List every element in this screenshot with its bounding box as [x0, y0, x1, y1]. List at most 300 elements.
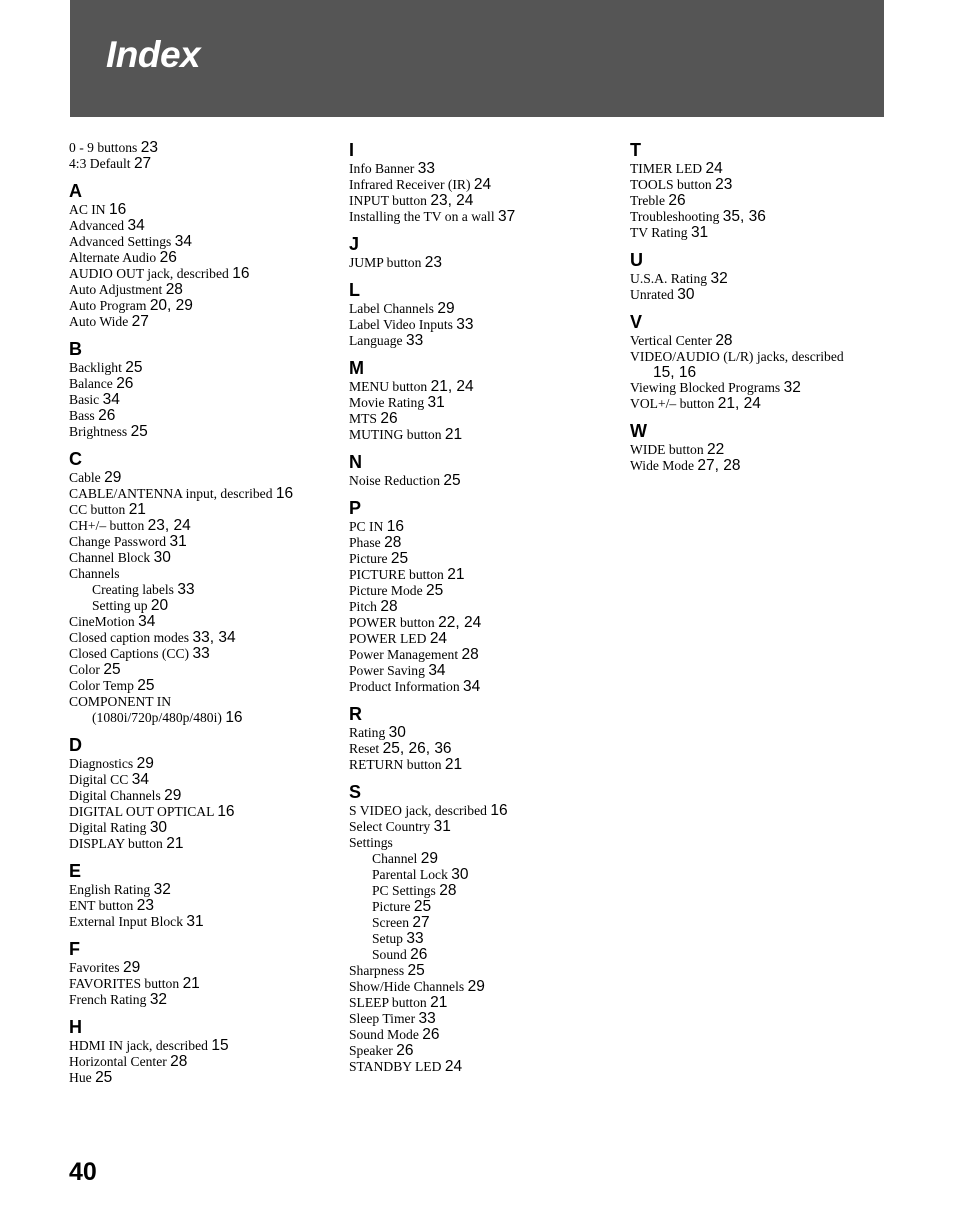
entry-page-ref: 33 [177, 581, 195, 598]
index-entry [349, 161, 624, 177]
entry-term: Advanced [69, 218, 125, 233]
index-entry [69, 694, 339, 710]
index-entry [69, 518, 339, 534]
index-section [349, 452, 624, 489]
entry-term: Sharpness [349, 963, 405, 978]
entry-page-ref: 21 [444, 756, 463, 773]
entry-term: PC Settings [372, 883, 436, 898]
entry-term: Noise Reduction [349, 473, 440, 488]
entry-page-ref: 26 [396, 1042, 414, 1059]
index-entry [69, 266, 339, 282]
entry-page-ref: 34 [463, 678, 481, 695]
index-entry [630, 161, 890, 177]
index-entry [630, 193, 890, 209]
entry-term: TIMER LED [630, 161, 703, 176]
entry-page-ref: 25 [443, 472, 461, 489]
entry-page-ref: 34 [174, 233, 192, 250]
entry-term: Auto Wide [69, 314, 129, 329]
entry-page-ref: 29 [420, 850, 438, 867]
entry-page-ref: 20, 29 [149, 297, 193, 314]
index-entry [630, 380, 890, 396]
entry-page-ref: 27 [133, 155, 152, 172]
entry-term: Reset [349, 741, 380, 756]
index-section [69, 140, 339, 172]
index-entry [69, 218, 339, 234]
section-letter: P [349, 498, 362, 518]
entry-term: Troubleshooting [630, 209, 720, 224]
entry-term: Brightness [69, 424, 128, 439]
entry-term: Channels [69, 566, 120, 581]
index-entry [349, 427, 624, 443]
entry-term: Infrared Receiver (IR) [349, 177, 471, 192]
entry-page-ref: 22, 24 [438, 614, 482, 631]
index-entry [69, 156, 339, 172]
index-section [349, 498, 624, 695]
entry-term: Setting up [92, 598, 148, 613]
index-entry [69, 836, 339, 852]
entry-page-ref: 23 [140, 139, 159, 156]
index-column-3 [630, 140, 890, 474]
entry-page-ref: 33 [418, 1010, 436, 1027]
entry-term: Advanced Settings [69, 234, 172, 249]
index-section [630, 250, 890, 303]
index-subentry [349, 915, 624, 931]
section-letter: N [349, 452, 362, 472]
entry-page-ref: 25, 26, 36 [382, 740, 452, 757]
index-entry [69, 914, 339, 930]
entry-page-ref: 15 [211, 1037, 229, 1054]
index-entry [349, 333, 624, 349]
index-section [69, 1017, 339, 1086]
entry-page-ref: 21, 24 [717, 395, 761, 412]
entry-term: Channel [372, 851, 418, 866]
entry-term: AUDIO OUT jack, described [69, 266, 229, 281]
entry-term: VOL+/– button [630, 396, 715, 411]
index-section [69, 861, 339, 930]
entry-term: Auto Adjustment [69, 282, 163, 297]
entry-term: Digital Rating [69, 820, 147, 835]
section-letter: I [349, 140, 355, 160]
index-entry [349, 583, 624, 599]
entry-term: Auto Program [69, 298, 147, 313]
entry-term: STANDBY LED [349, 1059, 442, 1074]
entry-term: SLEEP button [349, 995, 427, 1010]
index-entry [69, 314, 339, 330]
entry-page-ref: 28 [165, 281, 183, 298]
entry-term: INPUT button [349, 193, 427, 208]
entry-page-ref: 26 [668, 192, 686, 209]
entry-page-ref: 25 [426, 582, 444, 599]
index-section [69, 339, 339, 440]
index-entry [349, 1059, 624, 1075]
entry-page-ref: 34 [102, 391, 120, 408]
entry-page-ref: 16 [232, 265, 250, 282]
entry-term: Picture Mode [349, 583, 423, 598]
entry-term: Cable [69, 470, 101, 485]
section-letter: H [69, 1017, 82, 1037]
index-subentry [349, 867, 624, 883]
entry-page-ref: 21 [166, 835, 184, 852]
entry-term: Vertical Center [630, 333, 712, 348]
entry-page-ref: 21 [430, 994, 448, 1011]
entry-term: Rating [349, 725, 386, 740]
entry-term: Info Banner [349, 161, 415, 176]
entry-term: Basic [69, 392, 100, 407]
entry-page-ref: 25 [130, 423, 148, 440]
index-entry [349, 1043, 624, 1059]
index-section [630, 421, 890, 474]
entry-term: Parental Lock [372, 867, 448, 882]
entry-page-ref: 33, 34 [192, 629, 236, 646]
entry-page-ref: 26 [380, 410, 398, 427]
entry-page-ref: 30 [149, 819, 168, 836]
entry-page-ref: 21 [128, 501, 146, 518]
entry-page-ref: 24 [473, 176, 492, 193]
section-letter: W [630, 421, 647, 441]
index-entry [69, 756, 339, 772]
entry-term: POWER button [349, 615, 435, 630]
entry-term: Show/Hide Channels [349, 979, 465, 994]
entry-page-ref: 29 [437, 300, 455, 317]
entry-page-ref: 30 [388, 724, 406, 741]
entry-term: English Rating [69, 882, 151, 897]
index-section [69, 449, 339, 726]
index-entry [349, 741, 624, 757]
entry-term: DIGITAL OUT OPTICAL [69, 804, 214, 819]
index-entry [69, 882, 339, 898]
index-entry [630, 209, 890, 225]
index-subentry [349, 899, 624, 915]
section-letter: T [630, 140, 641, 160]
section-letter: V [630, 312, 643, 332]
section-letter: S [349, 782, 362, 802]
section-letter: J [349, 234, 360, 254]
index-entry [69, 486, 339, 502]
section-letter: A [69, 181, 82, 201]
entry-page-ref: 28 [170, 1053, 188, 1070]
entry-page-ref: 34 [131, 771, 149, 788]
entry-page-ref: 31 [433, 818, 451, 835]
index-entry [349, 317, 624, 333]
index-entry [630, 349, 890, 380]
entry-term: Hue [69, 1070, 92, 1085]
entry-term: Wide Mode [630, 458, 695, 473]
entry-page-ref: 29 [104, 469, 122, 486]
entry-page-ref: 25 [137, 677, 155, 694]
entry-term: External Input Block [69, 914, 184, 929]
entry-page-ref: 32 [153, 881, 171, 898]
index-section [630, 140, 890, 241]
entry-term: Product Information [349, 679, 460, 694]
entry-term: Select Country [349, 819, 431, 834]
entry-page-ref: 24 [444, 1058, 463, 1075]
entry-term: DISPLAY button [69, 836, 163, 851]
entry-page-ref: 24 [429, 630, 448, 647]
index-subentry [69, 710, 339, 726]
entry-page-ref: 23 [136, 897, 154, 914]
index-entry [69, 298, 339, 314]
entry-page-ref: 22 [707, 441, 725, 458]
index-entry [69, 1070, 339, 1086]
entry-page-ref: 21, 24 [430, 378, 474, 395]
index-subentry [69, 598, 339, 614]
index-column-2 [349, 140, 624, 1075]
section-letter: R [349, 704, 362, 724]
entry-page-ref: 26 [422, 1026, 440, 1043]
entry-page-ref: 28 [715, 332, 733, 349]
entry-term: JUMP button [349, 255, 422, 270]
entry-term: Sound Mode [349, 1027, 419, 1042]
entry-page-ref: 31 [427, 394, 445, 411]
index-entry [69, 614, 339, 630]
entry-page-ref: 15, 16 [653, 364, 697, 381]
section-letter: M [349, 358, 364, 378]
entry-term: Closed Captions (CC) [69, 646, 190, 661]
index-entry [69, 992, 339, 1008]
entry-term: Picture [372, 899, 411, 914]
entry-term: Power Saving [349, 663, 425, 678]
entry-page-ref: 29 [136, 755, 154, 772]
entry-term: CC button [69, 502, 126, 517]
index-entry [69, 820, 339, 836]
entry-term: TOOLS button [630, 177, 712, 192]
entry-page-ref: 29 [467, 978, 485, 995]
entry-term: Favorites [69, 960, 120, 975]
index-entry [69, 646, 339, 662]
entry-term: TV Rating [630, 225, 688, 240]
index-entry [349, 193, 624, 209]
entry-page-ref: 25 [407, 962, 425, 979]
index-entry [630, 333, 890, 349]
entry-page-ref: 26 [159, 249, 177, 266]
entry-term: Horizontal Center [69, 1054, 167, 1069]
entry-term: Channel Block [69, 550, 151, 565]
entry-term: Label Channels [349, 301, 434, 316]
entry-term: Picture [349, 551, 388, 566]
index-entry [349, 757, 624, 773]
entry-page-ref: 16 [490, 802, 508, 819]
entry-page-ref: 16 [217, 803, 235, 820]
entry-page-ref: 28 [439, 882, 457, 899]
entry-term: French Rating [69, 992, 147, 1007]
entry-term: Label Video Inputs [349, 317, 453, 332]
entry-page-ref: 37 [498, 208, 516, 225]
entry-term: Creating labels [92, 582, 174, 597]
index-entry [69, 898, 339, 914]
entry-term: VIDEO/AUDIO (L/R) jacks, described [630, 349, 844, 364]
entry-term: Closed caption modes [69, 630, 190, 645]
index-entry [69, 772, 339, 788]
index-entry [69, 534, 339, 550]
index-entry [349, 615, 624, 631]
index-section [349, 358, 624, 443]
entry-term: RETURN button [349, 757, 442, 772]
index-entry [69, 976, 339, 992]
index-section [630, 312, 890, 412]
entry-page-ref: 33 [192, 645, 210, 662]
entry-term: Color Temp [69, 678, 134, 693]
entry-page-ref: 31 [169, 533, 187, 550]
entry-page-ref: 32 [149, 991, 168, 1008]
index-entry [349, 473, 624, 489]
entry-term: Digital CC [69, 772, 129, 787]
index-entry [69, 550, 339, 566]
index-entry [69, 408, 339, 424]
index-entry [69, 630, 339, 646]
entry-page-ref: 26 [410, 946, 428, 963]
entry-page-ref: 16 [225, 709, 243, 726]
entry-term: Treble [630, 193, 665, 208]
index-entry [69, 960, 339, 976]
index-entry [349, 663, 624, 679]
entry-page-ref: 25 [125, 359, 143, 376]
section-letter: C [69, 449, 82, 469]
page-header [70, 0, 884, 117]
index-entry [349, 835, 624, 851]
page-number: 40 [69, 1158, 97, 1186]
index-entry [69, 804, 339, 820]
entry-page-ref: 34 [127, 217, 145, 234]
index-entry [349, 177, 624, 193]
entry-page-ref: 27, 28 [697, 457, 741, 474]
index-entry [630, 225, 890, 241]
index-subentry [349, 931, 624, 947]
index-entry [69, 1038, 339, 1054]
entry-page-ref: 31 [690, 224, 709, 241]
index-entry [349, 963, 624, 979]
section-letter: B [69, 339, 82, 359]
entry-term: Installing the TV on a wall [349, 209, 495, 224]
entry-page-ref: 32 [710, 270, 728, 287]
entry-page-ref: 29 [164, 787, 182, 804]
entry-term: Sound [372, 947, 407, 962]
index-subentry [69, 582, 339, 598]
index-entry [630, 458, 890, 474]
index-entry [69, 376, 339, 392]
index-entry [630, 177, 890, 193]
entry-term: AC IN [69, 202, 106, 217]
index-section [349, 782, 624, 1075]
entry-page-ref: 30 [677, 286, 695, 303]
entry-page-ref: 31 [186, 913, 204, 930]
index-entry [69, 662, 339, 678]
index-entry [69, 470, 339, 486]
entry-term: Diagnostics [69, 756, 134, 771]
entry-page-ref: 33 [417, 160, 435, 177]
index-entry [69, 234, 339, 250]
entry-page-ref: 30 [451, 866, 469, 883]
entry-term: Language [349, 333, 403, 348]
entry-page-ref: 28 [461, 646, 479, 663]
entry-term: FAVORITES button [69, 976, 180, 991]
entry-page-ref: 25 [390, 550, 409, 567]
entry-term: Pitch [349, 599, 377, 614]
index-entry [630, 396, 890, 412]
entry-page-ref: 33 [406, 332, 424, 349]
entry-page-ref: 27 [131, 313, 149, 330]
index-entry [69, 424, 339, 440]
entry-page-ref: 21 [444, 426, 463, 443]
section-letter: L [349, 280, 360, 300]
entry-term: COMPONENT IN [69, 694, 172, 709]
index-entry [69, 202, 339, 218]
index-subentry [349, 883, 624, 899]
index-entry [630, 271, 890, 287]
entry-term: Sleep Timer [349, 1011, 416, 1026]
entry-term: Power Management [349, 647, 459, 662]
index-entry [69, 392, 339, 408]
entry-page-ref: 21 [182, 975, 200, 992]
entry-page-ref: 16 [275, 485, 294, 502]
page-title: Index [106, 34, 201, 75]
entry-page-ref: 23, 24 [430, 192, 474, 209]
entry-page-ref: 26 [116, 375, 134, 392]
entry-page-ref: 20 [150, 597, 169, 614]
entry-term: Phase [349, 535, 381, 550]
entry-term: U.S.A. Rating [630, 271, 708, 286]
index-entry [349, 1011, 624, 1027]
index-entry [69, 678, 339, 694]
entry-term: Digital Channels [69, 788, 161, 803]
entry-term: Speaker [349, 1043, 393, 1058]
entry-page-ref: 32 [783, 379, 801, 396]
entry-term: Settings [349, 835, 393, 850]
index-entry [630, 442, 890, 458]
entry-page-ref: 33 [456, 316, 474, 333]
entry-page-ref: 25 [95, 1069, 113, 1086]
entry-page-ref: 27 [412, 914, 430, 931]
entry-term: 0 - 9 buttons [69, 140, 138, 155]
index-section [349, 234, 624, 271]
entry-term: Unrated [630, 287, 674, 302]
section-letter: U [630, 250, 643, 270]
entry-page-ref: 16 [109, 201, 127, 218]
entry-term: (1080i/720p/480p/480i) [92, 710, 222, 725]
index-entry [349, 599, 624, 615]
entry-term: CineMotion [69, 614, 135, 629]
index-section [349, 280, 624, 349]
index-entry [69, 250, 339, 266]
entry-term: Change Password [69, 534, 167, 549]
entry-term: 4:3 Default [69, 156, 131, 171]
index-entry [349, 209, 624, 225]
entry-term: Viewing Blocked Programs [630, 380, 781, 395]
entry-page-ref: 24 [705, 160, 723, 177]
index-entry [349, 535, 624, 551]
entry-term: PC IN [349, 519, 384, 534]
entry-term: Screen [372, 915, 409, 930]
entry-page-ref: 29 [123, 959, 141, 976]
entry-page-ref: 23 [715, 176, 733, 193]
index-entry [349, 679, 624, 695]
entry-page-ref: 21 [447, 566, 465, 583]
index-section [349, 704, 624, 773]
index-section [69, 939, 339, 1008]
index-entry [349, 379, 624, 395]
entry-page-ref: 25 [103, 661, 121, 678]
entry-term: CABLE/ANTENNA input, described [69, 486, 273, 501]
index-entry [349, 301, 624, 317]
entry-page-ref: 23 [424, 254, 443, 271]
section-letter: E [69, 861, 82, 881]
index-entry [349, 1027, 624, 1043]
index-entry [69, 1054, 339, 1070]
entry-term: MUTING button [349, 427, 442, 442]
index-entry [349, 567, 624, 583]
entry-term: Color [69, 662, 100, 677]
index-entry [69, 282, 339, 298]
index-column-1 [69, 140, 339, 1086]
